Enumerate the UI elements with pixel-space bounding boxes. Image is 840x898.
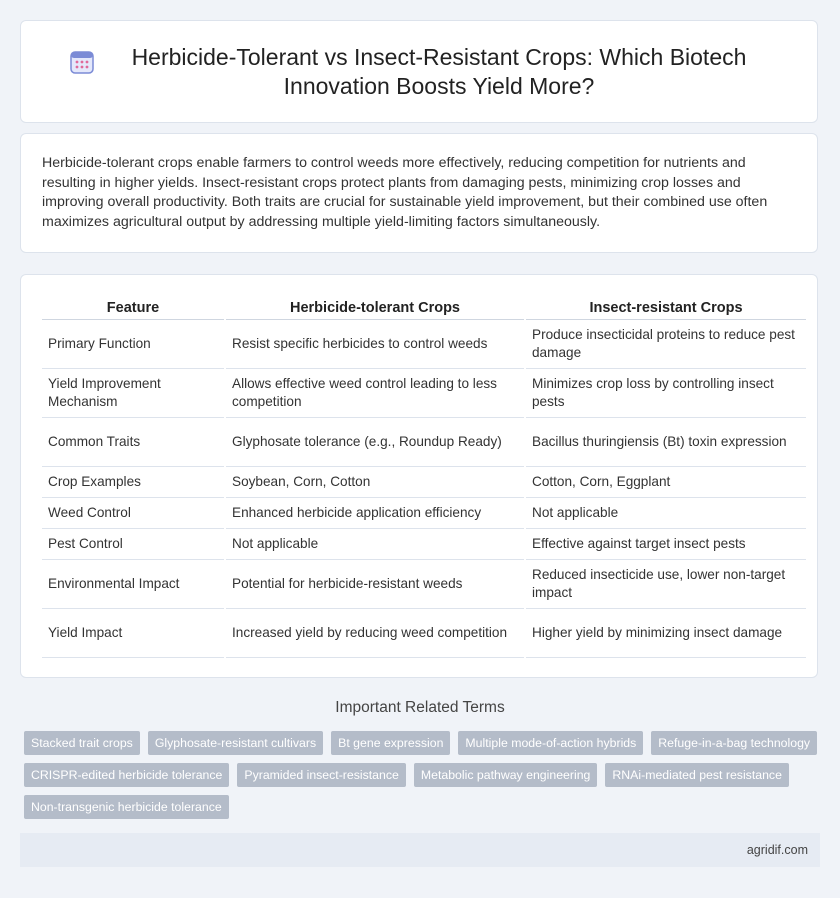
page-title: Herbicide-Tolerant vs Insect-Resistant Crops: Which Biotech Innovation Boosts Yield More? (131, 43, 747, 99)
table-row (42, 529, 806, 560)
intro-paragraph: Herbicide-tolerant crops enable farmers to control weeds more effectively, reducing competition for nutrients and resulting in higher yields. Insect-resistant crops protect plants from damaging pests, minimizing crop losses and improving overall productivity. Both traits are crucial for sustainable yield improvement, but their combined use often maximizes agricultural output by addressing multiple yield-limiting factors simultaneously. (42, 155, 768, 230)
table-header-row (42, 295, 806, 320)
table-cell: Not applicable (226, 529, 524, 560)
table-cell: Potential for herbicide-resistant weeds (226, 560, 524, 609)
table-cell: Primary Function (42, 320, 224, 369)
table-cell: Soybean, Corn, Cotton (226, 467, 524, 498)
table-cell: Produce insecticidal proteins to reduce pest damage (526, 320, 806, 369)
comparison-table-card (20, 274, 818, 678)
table-cell: Increased yield by reducing weed competition (226, 609, 524, 658)
table-row (42, 498, 806, 529)
comparison-table (40, 295, 808, 658)
term-tag[interactable]: Multiple mode-of-action hybrids (458, 731, 643, 755)
table-cell: Reduced insecticide use, lower non-target impact (526, 560, 806, 609)
table-cell: Weed Control (42, 498, 224, 529)
table-cell: Common Traits (42, 418, 224, 467)
table-cell: Cotton, Corn, Eggplant (526, 467, 806, 498)
table-cell: Yield Improvement Mechanism (42, 369, 224, 418)
calendar-icon (69, 49, 95, 75)
table-cell: Higher yield by minimizing insect damage (526, 609, 806, 658)
term-tag[interactable]: CRISPR-edited herbicide tolerance (24, 763, 229, 787)
header-feature: Feature (42, 295, 224, 320)
title-wrap (69, 43, 769, 101)
table-cell: Pest Control (42, 529, 224, 560)
table-cell: Crop Examples (42, 467, 224, 498)
title-card (20, 20, 818, 123)
table-row (42, 369, 806, 418)
related-terms-list (24, 731, 824, 819)
term-tag[interactable]: Pyramided insect-resistance (237, 763, 405, 787)
term-tag[interactable]: Stacked trait crops (24, 731, 140, 755)
term-tag[interactable]: Metabolic pathway engineering (414, 763, 598, 787)
table-row (42, 320, 806, 369)
table-cell: Allows effective weed control leading to less competition (226, 369, 524, 418)
table-cell: Bacillus thuringiensis (Bt) toxin expression (526, 418, 806, 467)
table-cell: Minimizes crop loss by controlling insect pests (526, 369, 806, 418)
table-cell: Not applicable (526, 498, 806, 529)
term-tag[interactable]: Refuge-in-a-bag technology (651, 731, 817, 755)
table-cell: Effective against target insect pests (526, 529, 806, 560)
table-cell: Environmental Impact (42, 560, 224, 609)
table-cell: Glyphosate tolerance (e.g., Roundup Ready) (226, 418, 524, 467)
term-tag[interactable]: Glyphosate-resistant cultivars (148, 731, 323, 755)
table-cell: Enhanced herbicide application efficiency (226, 498, 524, 529)
table-row (42, 609, 806, 658)
table-cell: Yield Impact (42, 609, 224, 658)
footer-site-link[interactable]: agridif.com (746, 843, 808, 857)
table-row (42, 467, 806, 498)
related-terms-heading: Important Related Terms (335, 699, 505, 716)
term-tag[interactable]: RNAi-mediated pest resistance (605, 763, 789, 787)
intro-card (20, 133, 818, 253)
header-herbicide-tolerant: Herbicide-tolerant Crops (226, 295, 524, 320)
term-tag[interactable]: Bt gene expression (331, 731, 450, 755)
table-row (42, 560, 806, 609)
table-cell: Resist specific herbicides to control weeds (226, 320, 524, 369)
footer (20, 833, 820, 867)
term-tag[interactable]: Non-transgenic herbicide tolerance (24, 795, 229, 819)
header-insect-resistant: Insect-resistant Crops (526, 295, 806, 320)
table-row (42, 418, 806, 467)
